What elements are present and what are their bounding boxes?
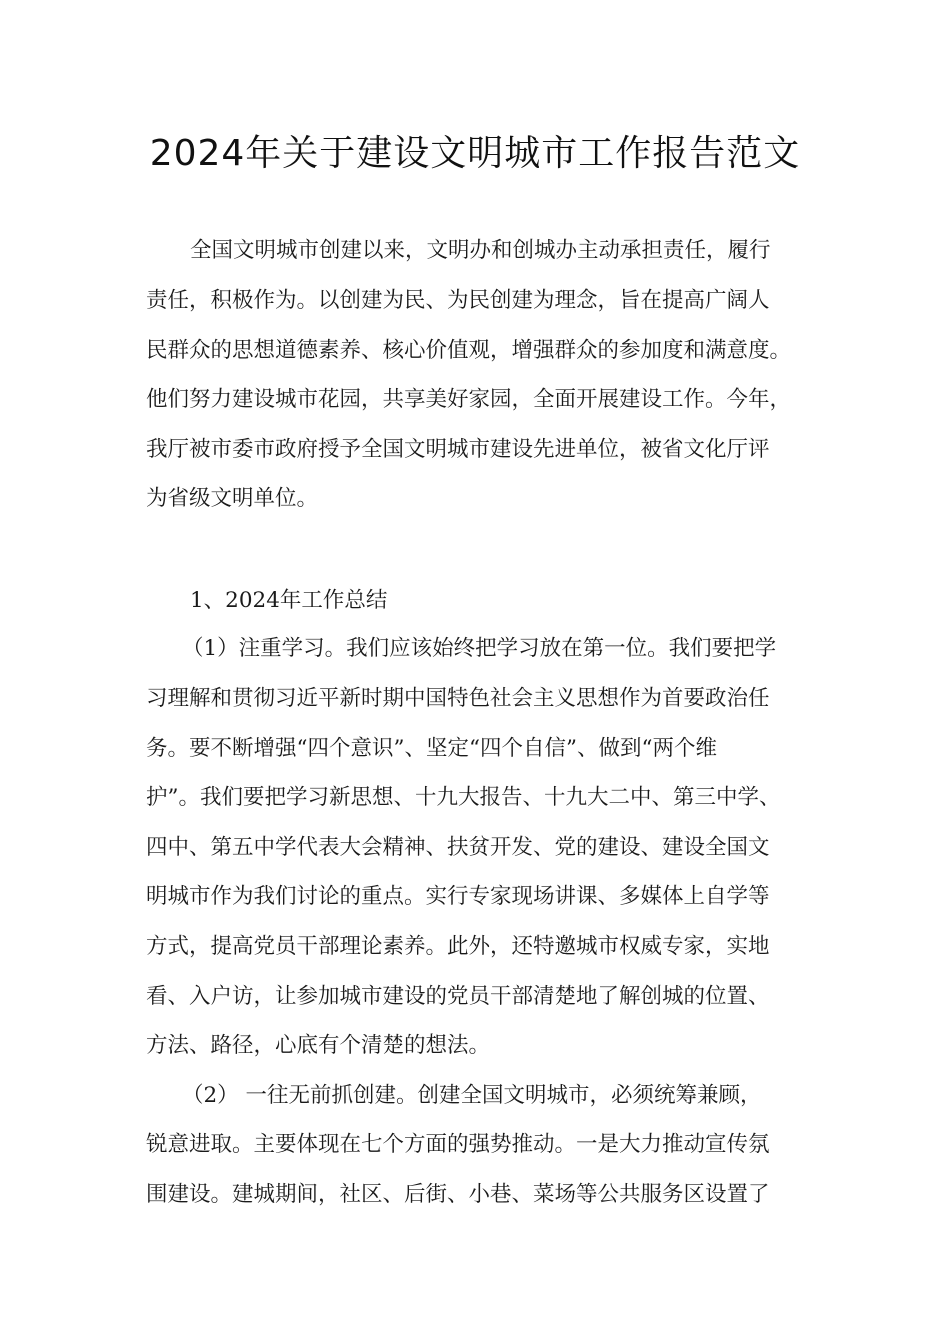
paragraph-line: 明城市作为我们讨论的重点。实行专家现场讲课、多媒体上自学等: [146, 884, 770, 909]
paragraph-line: （2） 一往无前抓创建。创建全国文明城市，必须统筹兼顾，: [182, 1083, 762, 1108]
paragraph-line: 为省级文明单位。: [146, 486, 319, 511]
paragraph-line: 方法、路径，心底有个清楚的想法。: [146, 1033, 491, 1058]
paragraph-line: 护”。我们要把学习新思想、十九大报告、十九大二中、第三中学、: [146, 785, 781, 810]
document-title: 2024年关于建设文明城市工作报告范文: [149, 133, 801, 174]
paragraph-line: 我厅被市委市政府授予全国文明城市建设先进单位，被省文化厅评: [146, 437, 770, 462]
paragraph-line: 四中、第五中学代表大会精神、扶贫开发、党的建设、建设全国文: [146, 835, 770, 860]
paragraph-line: 民群众的思想道德素养、核心价值观，增强群众的参加度和满意度。: [146, 338, 792, 363]
paragraph-line: 全国文明城市创建以来，文明办和创城办主动承担责任，履行: [190, 238, 771, 263]
paragraph-line: （1）注重学习。我们应该始终把学习放在第一位。我们要把学: [182, 636, 777, 661]
paragraph-line: 他们努力建设城市花园，共享美好家园，全面开展建设工作。今年，: [146, 387, 792, 412]
paragraph-line: 习理解和贯彻习近平新时期中国特色社会主义思想作为首要政治任: [146, 686, 770, 711]
paragraph-line: 围建设。建城期间，社区、后街、小巷、菜场等公共服务区设置了: [146, 1182, 770, 1207]
paragraph-line: 责任，积极作为。以创建为民、为民创建为理念，旨在提高广阔人: [146, 288, 770, 313]
paragraph-line: 务。要不断增强“四个意识”、坚定“四个自信”、做到“两个维: [146, 736, 717, 761]
paragraph-line: 方式，提高党员干部理论素养。此外，还特邀城市权威专家，实地: [146, 934, 770, 959]
paragraph-line: 锐意进取。主要体现在七个方面的强势推动。一是大力推动宣传氛: [146, 1132, 770, 1157]
section-heading: 1、2024年工作总结: [190, 588, 388, 613]
paragraph-line: 看、入户访，让参加城市建设的党员干部清楚地了解创城的位置、: [146, 984, 770, 1009]
